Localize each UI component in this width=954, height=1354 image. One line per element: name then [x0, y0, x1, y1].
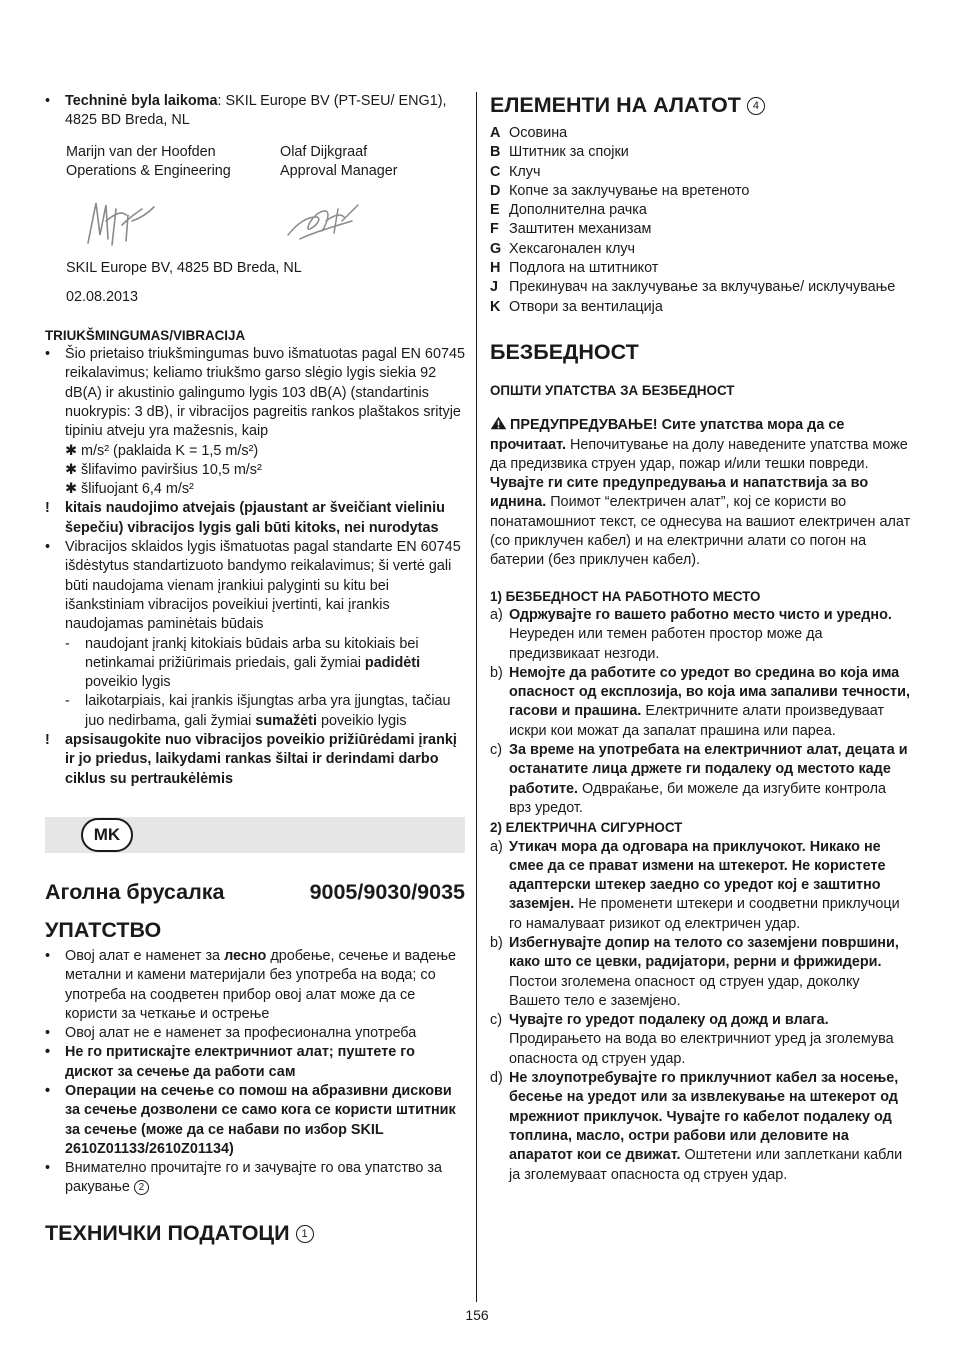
- usage-item-1: • Овој алат е наменет за лесно дробење, сечење и вадење метални и камени материјали без употреба на вода; со употреба на соодветен прибор овој алат може да се користи за четкање и острење: [45, 947, 465, 1024]
- general-warning: ПРЕДУПРЕДУВАЊЕ! Сите упатства мора да се прочитаат. Непочитување на долу наведените упатства може да предизвика струен удар, пожар и/или тешки повреди. Чувајте ги сите предупредувања и напатствија за во иднина. Поимот “електричен алат”, кој се користи во понатамошниот текст, се однесува на вашиот електричен алат (со приклучен кабел) и на електрични алати со погон на батерии (без приклучен кабел).: [490, 417, 911, 569]
- signature-images: [82, 195, 465, 251]
- part-item: D Копче за заклучување на вретеното: [490, 182, 750, 199]
- usage-item-5: • Внимателно прочитајте го и зачувајте го ова упатство за ракување 2: [45, 1159, 465, 1198]
- safety-item: d) Не злоупотребувајте го приклучниот кабел за носење, бесење на уредот или за извлекување на штекерот од мрежниот приклучок. Чувајте го кабелот подалеку од топлина, масло, остри рабови или деловите на апаратот кои се движат. Оштетени или заплеткани кабли ја зголемуваат опасноста од струен удар.: [490, 1070, 903, 1183]
- usage-item-3: • Не го притискајте електричниот алат; пуштете го дискот за сечење да работи сам: [45, 1043, 465, 1082]
- company-address: SKIL Europe BV, 4825 BD Breda, NL: [66, 260, 302, 277]
- part-item: H Подлога на штитникот: [490, 260, 659, 277]
- figure-ref-2: 2: [134, 1180, 149, 1195]
- figure-ref-4: 4: [747, 97, 765, 115]
- vibration-value-2: ✱ šlifavimo paviršius 10,5 m/s²: [65, 461, 262, 478]
- vibration-warning-1: ! kitais naudojimo atvejais (pjaustant ar šveičiant vieliniu šepečiu) vibracijos lygis gali būti kitoks, nei nurodytas: [45, 500, 445, 536]
- signatories: [66, 143, 465, 182]
- signatory-2-name: Olaf Dijkgraaf: [280, 143, 368, 160]
- usage-heading: УПАТСТВО: [45, 917, 162, 942]
- safety-item: a) Одржувајте го вашето работно место чисто и уредно. Неуреден или темен работен простор може да предизвикаат незгоди.: [490, 606, 892, 662]
- usage-item-2: • Овој алат не е наменет за професионална употреба: [45, 1024, 465, 1043]
- language-badge: MK: [81, 818, 133, 852]
- vibration-value-1: ✱ m/s² (paklaida K = 1,5 m/s²): [65, 442, 259, 459]
- safety-item: c) За време на употребата на електричниот алат, децата и останатите лица држете ги подалеку од местото каде работите. Одвраќање, би можеле да изгубите контрола врз уредот.: [490, 742, 908, 816]
- signature-2-image: [282, 195, 362, 251]
- safety-heading: БЕЗБЕДНОСТ: [490, 339, 639, 364]
- vibration-note-1: - naudojant įrankį kitokiais būdais arba su kitokiais bei netinkamai prižiūrimais priedais, gali žymiai padidėti poveikio lygis: [65, 635, 421, 691]
- technical-file-item: • Techninė byla laikoma: SKIL Europe BV (PT-SEU/ ENG1), 4825 BD Breda, NL: [45, 92, 465, 131]
- product-title: Аголна брусалка 9005/9030/9035: [45, 879, 465, 904]
- general-safety-heading: ОПШТИ УПАТСТВА ЗА БЕЗБЕДНОСТ: [490, 382, 735, 398]
- vibration-value-3: ✱ šlifuojant 6,4 m/s²: [65, 481, 194, 498]
- warning-icon: [490, 416, 507, 430]
- signatory-2-role: Approval Manager: [280, 162, 398, 179]
- declaration-date: 02.08.2013: [66, 289, 139, 306]
- part-item: C Клуч: [490, 163, 541, 180]
- part-item: B Штитник за спојки: [490, 144, 629, 161]
- safety-item: c) Чувајте го уредот подалеку од дожд и влага. Продирањето на вода во електричниот уред ја зголемува опасноста од струен удар.: [490, 1012, 894, 1067]
- tech-data-heading: ТЕХНИЧКИ ПОДАТОЦИ 1: [45, 1220, 465, 1246]
- vibration-paragraph: • Vibracijos sklaidos lygis išmatuotas pagal standarte EN 60745 išdėstytus standartizuoto bandymo reikalavimus; ši vertė gali būti naudojama vienam įrankiui palyginti su kitu bei išankstiniam vibracijos poveikiui įvertinti, kai įrankis naudojamas paminėtais būdais - naudojant įrankį kitokiais būdais arba su kitokiais bei netinkamai prižiūrimais priedais, gali žymiai padidėti poveikio lygis - laikotarpiais, kai įrankis išjungtas arba yra įjungtas, tačiau juo nedirbama, gali žymiai sumažėti poveikio lygis ! apsisaugokite nuo vibracijos poveikio prižiūrėdami įrankį ir jo priedus, laikydami rankas šiltai ir derindami darbo ciklus su pertraukėlėmis: [45, 538, 465, 789]
- tool-elements-heading: ЕЛЕМЕНТИ НА АЛАТОТ 4: [490, 92, 912, 118]
- language-bar: [45, 817, 465, 853]
- safety-item: b) Избегнувајте допир на телото со заземјени површини, како што се цевки, радијатори, рерни и фрижидери. Постои зголемена опасност од струен удар, доколку Вашето тело е заземјено.: [490, 934, 899, 1009]
- safety-item: a) Утикач мора да одговара на приклучокот. Никако не смее да се прават измени на штекерот. Не користете адаптерски штекер заедно со уредот кој е заштитно заземјен. Не променети штекери и соодветни приклучоци го намалуваат ризикот од електричен удар.: [490, 838, 900, 932]
- safety-item: b) Немојте да работите со уредот во средина во која има опасност од експлозија, во која има запаливи течности, гасови и прашина. Електричните алати произведуваат искри кои можат да запалат прашина или пареа.: [490, 664, 910, 739]
- part-item: A Осовина: [490, 125, 568, 141]
- right-column: [490, 92, 912, 1185]
- signatory-1-name: Marijn van der Hoofden: [66, 143, 216, 160]
- workplace-safety-list: [490, 606, 912, 818]
- parts-list: [490, 124, 912, 317]
- part-item: F Заштитен механизам: [490, 221, 652, 238]
- column-divider: [476, 92, 477, 1302]
- electrical-safety-list: [490, 838, 912, 1185]
- figure-ref-1: 1: [296, 1225, 314, 1243]
- usage-item-4: • Операции на сечење со помош на абразивни дискови за сечење дозволени се само кога се користи штитник за сечење (може да се набави по избор SKIL 2610Z01133/2610Z01134): [45, 1082, 465, 1159]
- noise-vibration-heading: TRIUKŠMINGUMAS/VIBRACIJA: [45, 327, 246, 343]
- part-item: G Хексагонален клуч: [490, 240, 636, 257]
- signatory-1-role: Operations & Engineering: [66, 162, 231, 179]
- left-column: [45, 92, 465, 1246]
- signature-1-image: [82, 195, 282, 251]
- part-item: J Прекинувач на заклучување за вклучување/ исклучување: [490, 279, 896, 296]
- vibration-note-2: - laikotarpiais, kai įrankis išjungtas arba yra įjungtas, tačiau juo nedirbama, gali žymiai sumažėti poveikio lygis: [65, 693, 451, 729]
- electrical-safety-heading: 2) ЕЛЕКТРИЧНА СИГУРНОСТ: [490, 820, 683, 836]
- workplace-safety-heading: 1) БЕЗБЕДНОСТ НА РАБОТНОТО МЕСТО: [490, 588, 761, 604]
- page-number: 156: [465, 1307, 489, 1323]
- part-item: K Отвори за вентилација: [490, 298, 663, 315]
- noise-paragraph: • Šio prietaiso triukšmingumas buvo išmatuotas pagal EN 60745 reikalavimus; keliamo triukšmo garso slėgio lygis siekia 92 dB(A) ir akustinio galingumo lygis 103 dB(A) (standartinis nuokrypis: 3 dB), ir vibracijos pagreitis rankos plaštakos srityje tipiniu atveju yra mažesnis, kaip ✱ m/s² (paklaida K = 1,5 m/s²) ✱ šlifavimo paviršius 10,5 m/s² ✱ šlifuojant 6,4 m/s² ! kitais naudojimo atvejais (pjaustant ar šveičiant vieliniu šepečiu) vibracijos lygis gali būti kitoks, nei nurodytas: [45, 345, 465, 538]
- part-item: E Дополнителна рачка: [490, 202, 647, 219]
- vibration-warning-2: ! apsisaugokite nuo vibracijos poveikio prižiūrėdami įrankį ir jo priedus, laikydami rankas šiltai ir derindami darbo ciklus su pertraukėlėmis: [45, 732, 457, 787]
